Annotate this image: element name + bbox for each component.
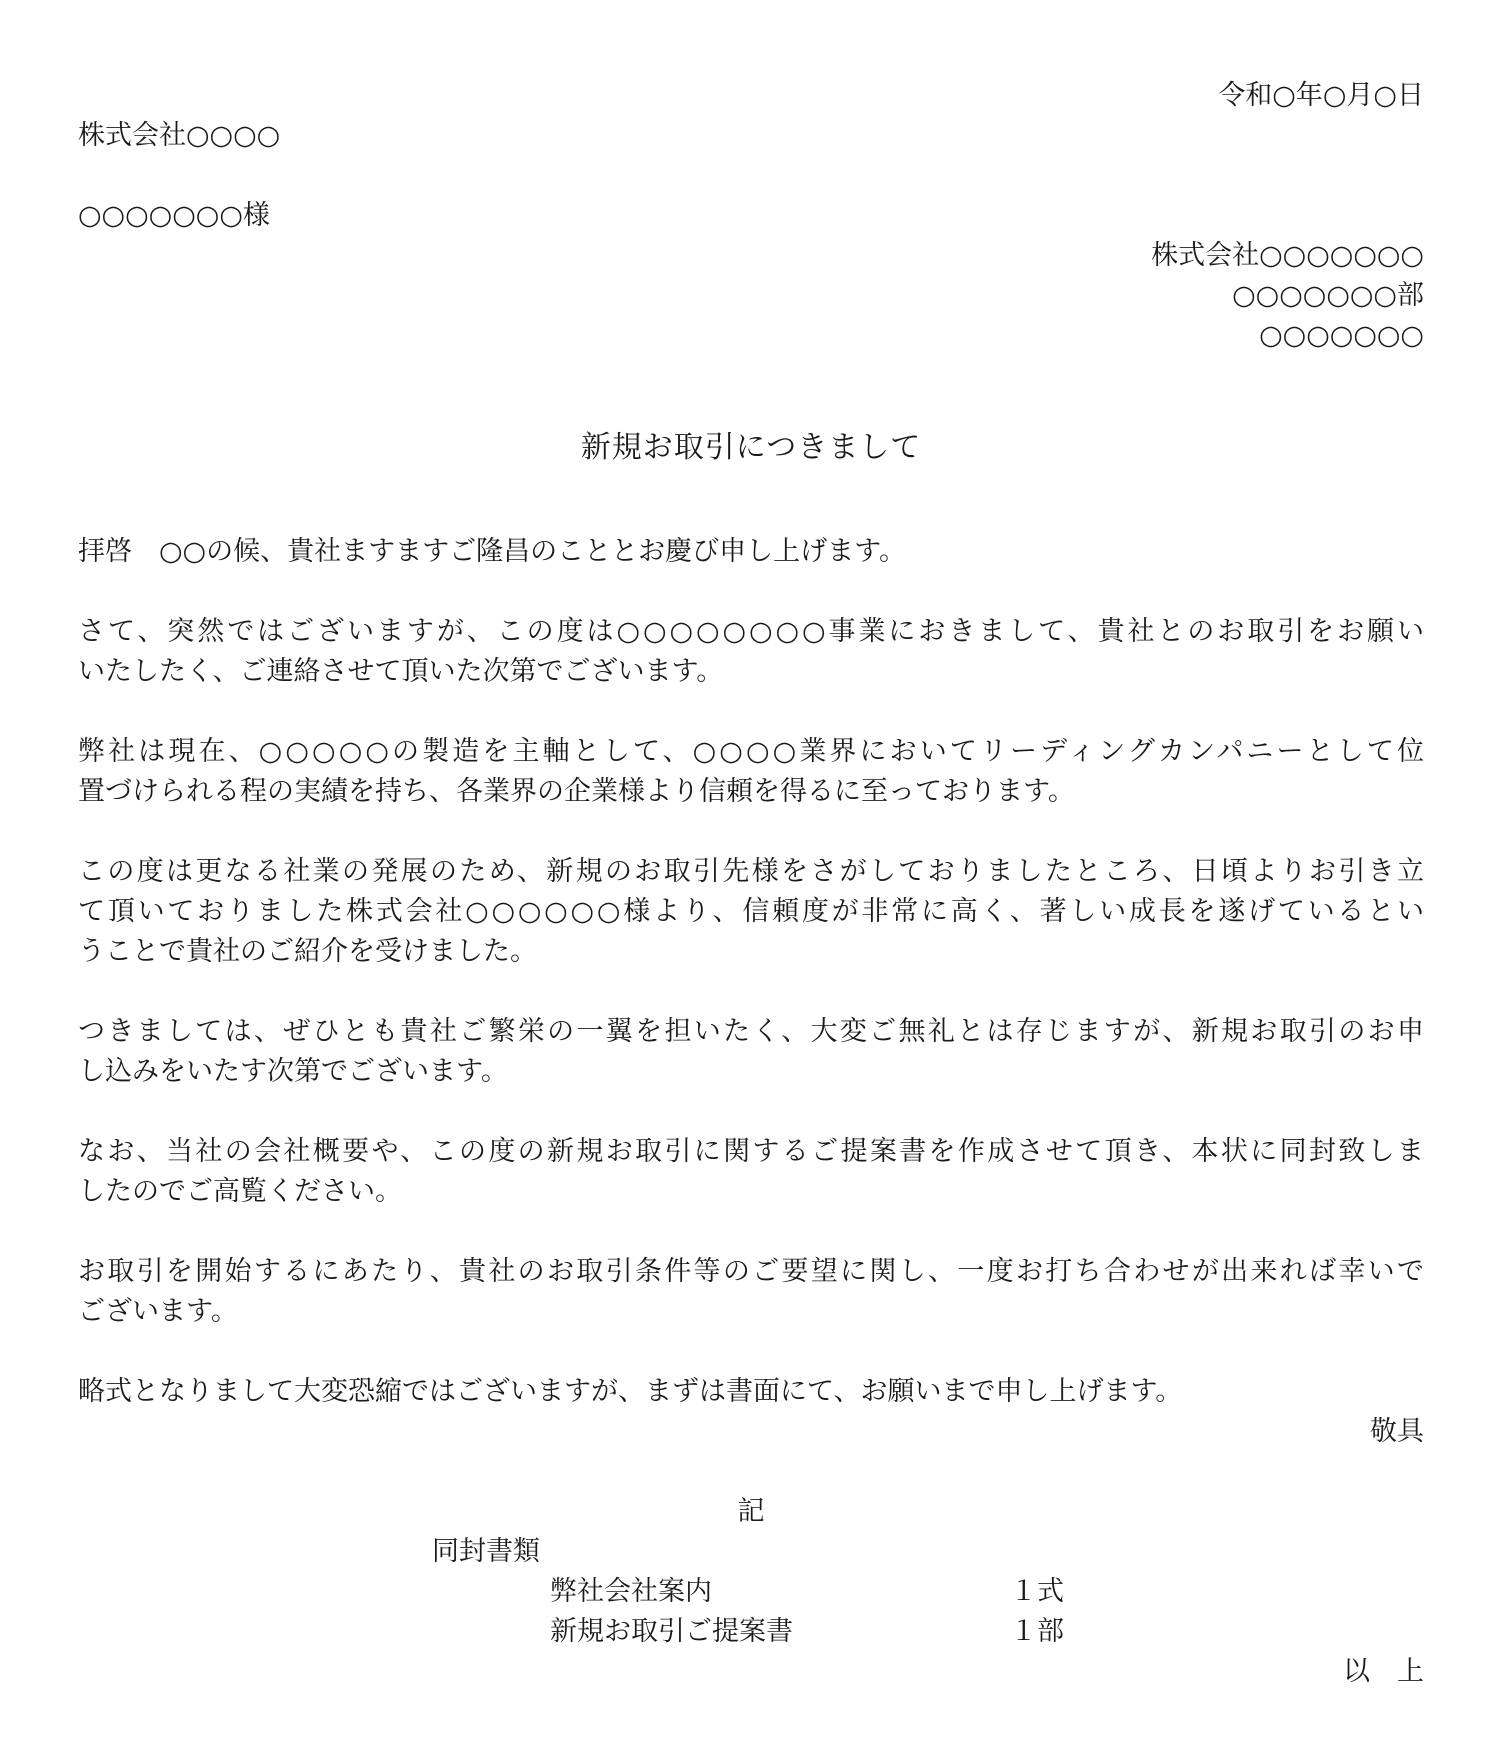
paragraph-line: し込みをいたす次第でございます。 <box>78 1056 508 1087</box>
recipient-company: 株式会社○○○○ <box>78 120 281 151</box>
ki-heading: 記 <box>737 1496 765 1527</box>
body-paragraph-2 <box>78 732 1424 812</box>
sender-company: 株式会社○○○○○○○ <box>1151 240 1424 271</box>
letter-title: 新規お取引につきまして <box>580 430 922 465</box>
paragraph-line: うことで貴社のご紹介を受けました。 <box>78 936 537 967</box>
body-paragraph-1 <box>78 612 1424 692</box>
enclosure-item-name: 弊社会社案内 <box>550 1576 712 1607</box>
body-paragraph-5 <box>78 1132 1424 1212</box>
paragraph-line: さて、突然ではございますが、この度は○○○○○○○○事業におきまして、貴社とのお取引をお願い <box>78 616 1424 647</box>
salutation: 拝啓 ○○の候、貴社ますますご隆昌のこととお慶び申し上げます。 <box>78 536 906 567</box>
enclosure-item <box>550 1572 1064 1612</box>
paragraph-line: 略式となりまして大変恐縮ではございますが、まずは書面にて、お願いまで申し上げます。 <box>78 1376 1183 1407</box>
body-paragraph-4 <box>78 1012 1424 1092</box>
paragraph-line: つきましては、ぜひとも貴社ご繁栄の一翼を担いたく、大変ご無礼とは存じますが、新規お取引のお申 <box>78 1016 1424 1047</box>
sender-name: ○○○○○○○ <box>1259 320 1424 351</box>
ijou-closing: 以 上 <box>1343 1656 1424 1687</box>
body-paragraph-3 <box>78 852 1424 972</box>
closing-keigu: 敬具 <box>1370 1416 1424 1447</box>
paragraph-line: いたしたく、ご連絡させて頂いた次第でございます。 <box>78 656 724 687</box>
enclosure-list <box>78 1532 1424 1652</box>
letter-page <box>78 76 1424 1692</box>
body-paragraph-7 <box>78 1372 1424 1412</box>
enclosure-item-qty: １式 <box>1010 1576 1064 1607</box>
paragraph-line: て頂いておりました株式会社○○○○○○様より、信頼度が非常に高く、著しい成長を遂げているとい <box>78 896 1424 927</box>
sender-block <box>78 236 1424 356</box>
enclosure-heading: 同封書類 <box>432 1536 540 1567</box>
paragraph-line: したのでご高覧ください。 <box>78 1176 402 1207</box>
enclosure-item-qty: １部 <box>1010 1616 1064 1647</box>
recipient-person: ○○○○○○○様 <box>78 200 270 231</box>
sender-department: ○○○○○○○部 <box>1232 280 1424 311</box>
enclosure-item-name: 新規お取引ご提案書 <box>550 1616 793 1647</box>
paragraph-line: お取引を開始するにあたり、貴社のお取引条件等のご要望に関し、一度お打ち合わせが出来れば幸いで <box>78 1256 1424 1287</box>
letter-date: 令和○年○月○日 <box>1218 80 1424 111</box>
enclosure-item <box>550 1612 1064 1652</box>
paragraph-line: ございます。 <box>78 1296 238 1327</box>
paragraph-line: なお、当社の会社概要や、この度の新規お取引に関するご提案書を作成させて頂き、本状に同封致しま <box>78 1136 1424 1167</box>
paragraph-line: この度は更なる社業の発展のため、新規のお取引先様をさがしておりましたところ、日頃よりお引き立 <box>78 856 1424 887</box>
paragraph-line: 置づけられる程の実績を持ち、各業界の企業様より信頼を得るに至っております。 <box>78 776 1075 807</box>
paragraph-line: 弊社は現在、○○○○○の製造を主軸として、○○○○業界においてリーディングカンパニーとして位 <box>78 736 1424 767</box>
body-paragraph-6 <box>78 1252 1424 1332</box>
